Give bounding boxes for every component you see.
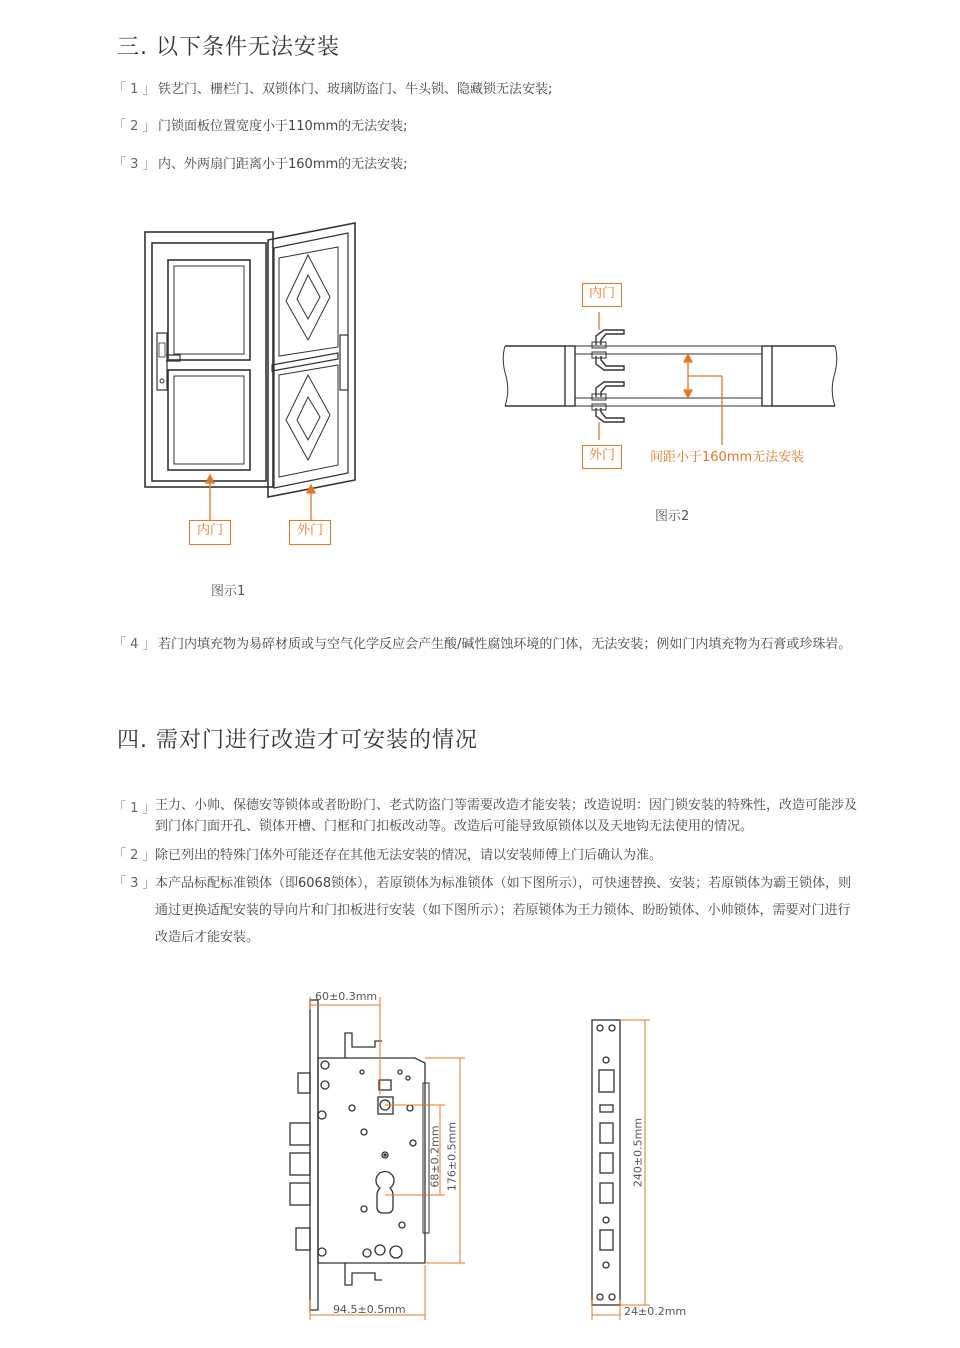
inner-door-tag-2: 内门 xyxy=(582,283,622,307)
item-text: 除已列出的特殊门体外可能还存在其他无法安装的情况，请以安装师傅上门后确认为准。 xyxy=(155,848,663,863)
dim-68-label: 68±0.2mm xyxy=(428,1125,442,1188)
section3-title: 三. 以下条件无法安装 xyxy=(117,35,340,60)
item-bracket: 「 3 」 xyxy=(113,876,156,891)
gap-note: 间距小于160mm无法安装 xyxy=(650,450,805,465)
item-text: 内、外两扇门距离小于160mm的无法安装; xyxy=(158,157,408,172)
dim-176-label: 176±0.5mm xyxy=(445,1121,459,1192)
list-item xyxy=(113,795,873,849)
item-bracket: 「 2 」 xyxy=(113,848,156,863)
section4-title: 四. 需对门进行改造才可安装的情况 xyxy=(117,728,478,753)
list-item xyxy=(113,117,913,137)
figure2-caption: 图示2 xyxy=(655,509,690,524)
item-bracket: 「 2 」 xyxy=(113,119,156,134)
item-text: 本产品标配标准锁体（即6068锁体），若原锁体为标准锁体（如下图所示），可快速替换、安装；若原锁体为霸王锁体，则通过更换适配安装的导向片和门扣板进行安装（如下图所示）；若原锁体为王力锁体、盼盼锁体、小帅锁体，需要对门进行改造后才能安装。 xyxy=(155,876,852,945)
list-item xyxy=(113,155,913,175)
figure1-caption: 图示1 xyxy=(211,584,246,599)
item-bracket: 「 4 」 xyxy=(113,637,156,652)
plate-width-label: 24±0.2mm xyxy=(624,1305,687,1318)
item-text: 若门内填充物为易碎材质或与空气化学反应会产生酸/碱性腐蚀环境的门体，无法安装；例如门内填充物为石膏或珍珠岩。 xyxy=(158,637,852,652)
door-illustration xyxy=(140,215,370,515)
plate-height-label: 240±0.5mm xyxy=(631,1117,645,1188)
outer-door-tag-2: 外门 xyxy=(582,445,622,469)
inner-door-tag: 内门 xyxy=(189,520,231,545)
top-width-label: 60±0.3mm xyxy=(315,990,378,1003)
bottom-width-label: 94.5±0.5mm xyxy=(333,1303,406,1316)
door-gap-illustration xyxy=(500,300,845,460)
item-text: 铁艺门、栅栏门、双锁体门、玻璃防盗门、牛头锁、隐藏锁无法安装; xyxy=(158,82,553,97)
outer-door-tag: 外门 xyxy=(289,520,331,545)
item-text: 门锁面板位置宽度小于110mm的无法安装; xyxy=(158,119,408,134)
list-item xyxy=(113,842,873,869)
list-item xyxy=(113,80,913,100)
item-text: 王力、小帅、保德安等锁体或者盼盼门、老式防盗门等需要改造才能安装；改造说明：因门锁安装的特殊性，改造可能涉及到门体门面开孔、锁体开槽、门框和门扣板改动等。改造后可能导致原锁体以及天地钩无法使用的情况。 xyxy=(155,798,858,834)
item-bracket: 「 3 」 xyxy=(113,157,156,172)
list-item xyxy=(113,870,873,952)
list-item xyxy=(113,635,873,679)
item-bracket: 「 1 」 xyxy=(113,801,156,816)
item-bracket: 「 1 」 xyxy=(113,82,156,97)
